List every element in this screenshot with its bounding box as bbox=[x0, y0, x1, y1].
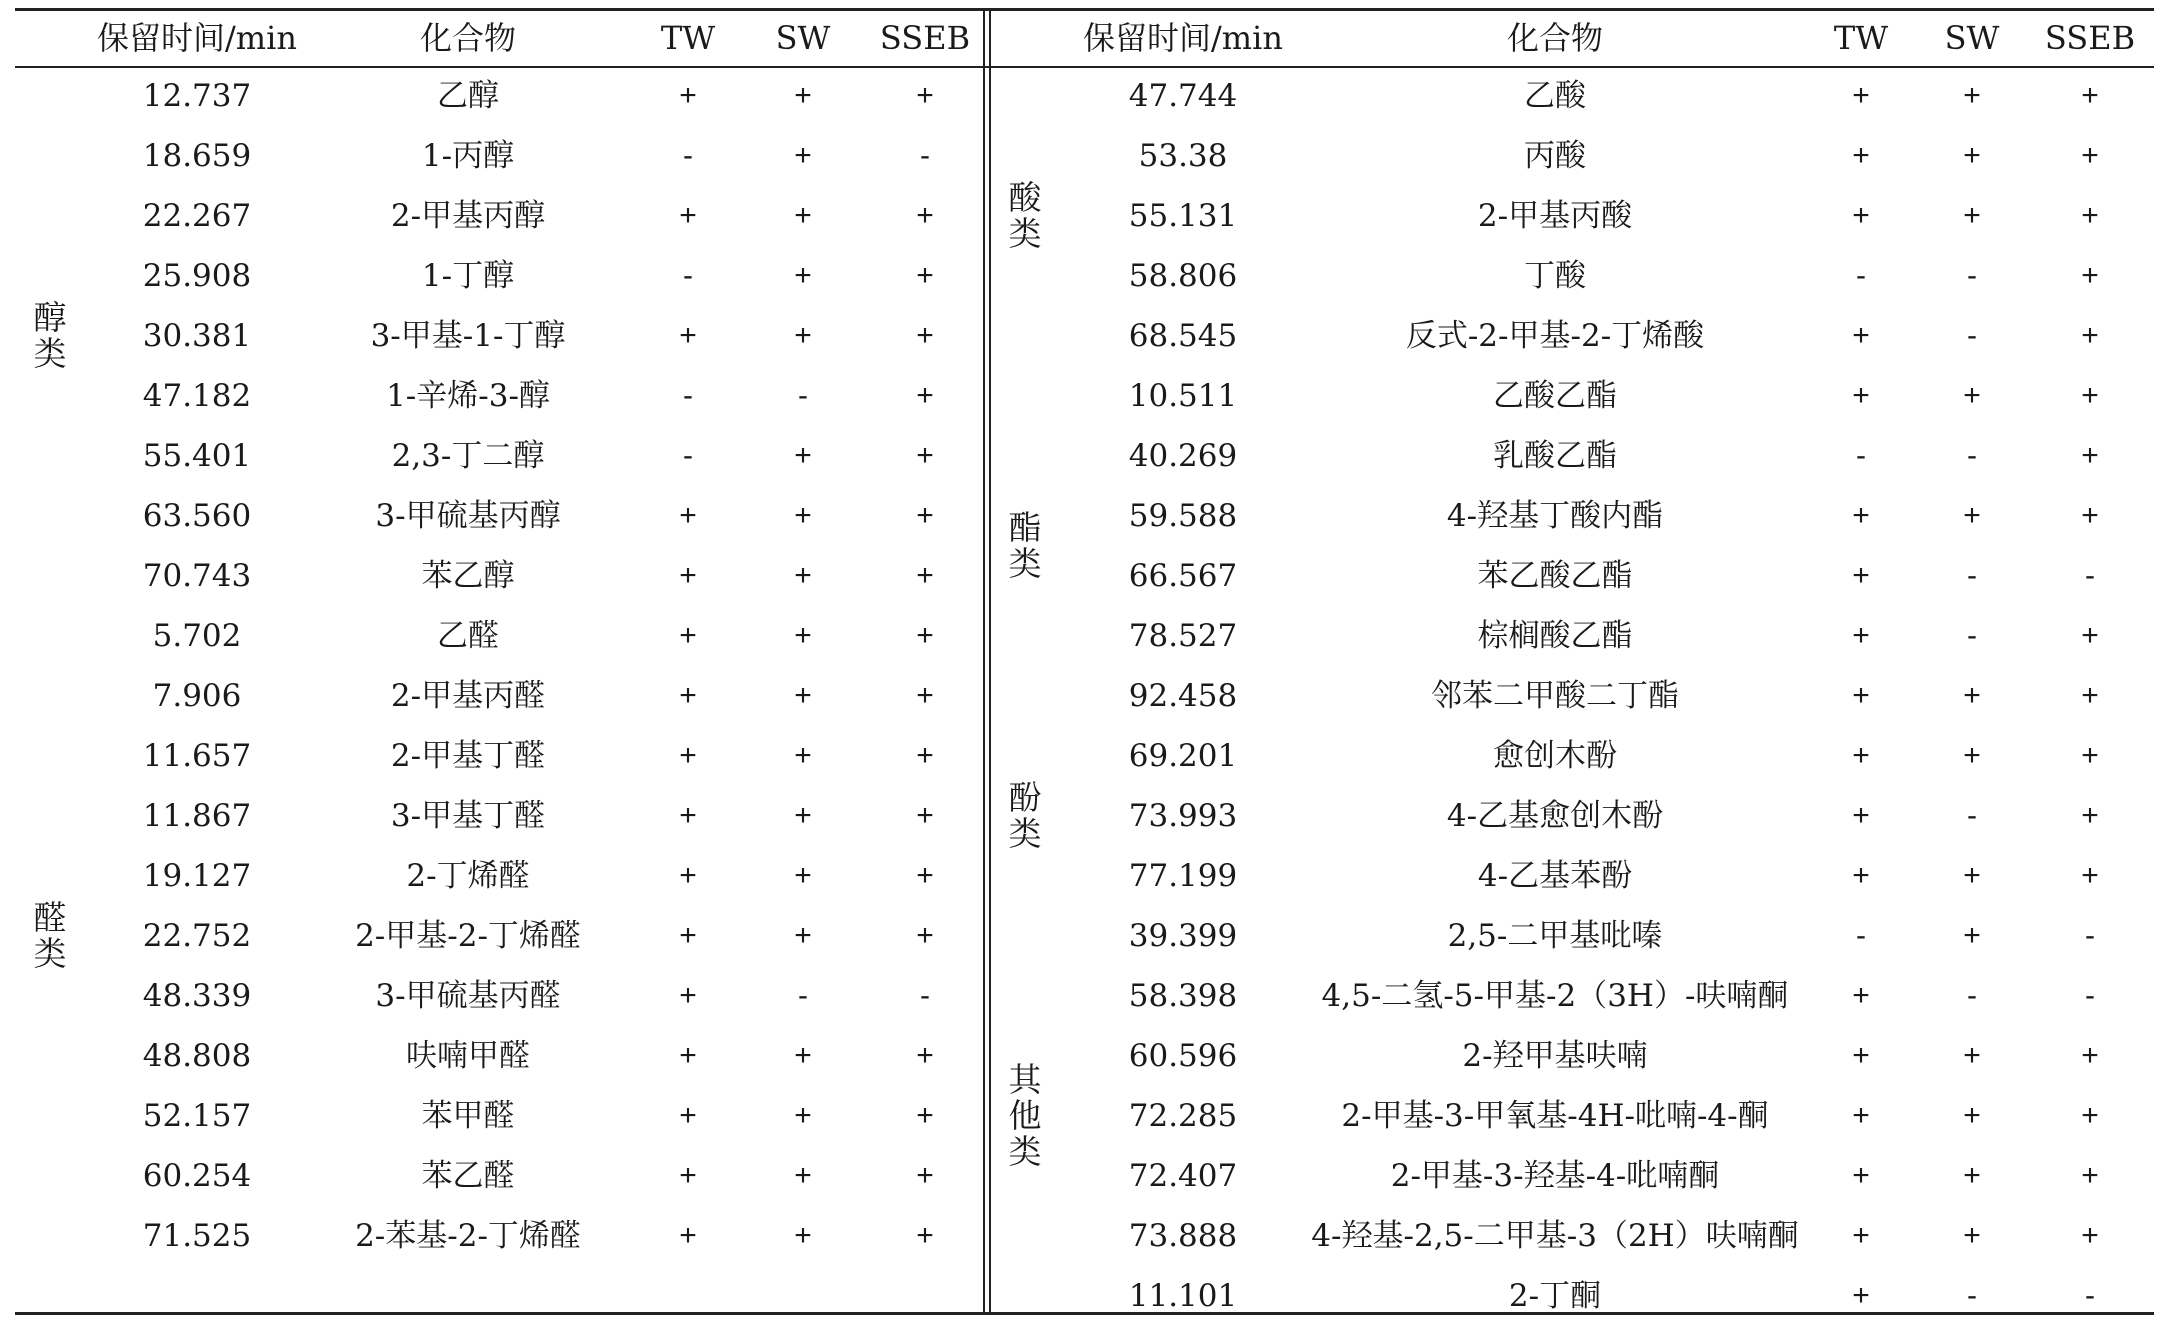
left-sseb-value: + bbox=[916, 1219, 934, 1252]
right-category-label: 酸 类 bbox=[1008, 178, 1042, 253]
left-tw-value: + bbox=[679, 199, 697, 232]
right-tw-value: + bbox=[1852, 679, 1870, 712]
right-retention-time: 59.588 bbox=[1128, 498, 1238, 534]
left-tw-value: + bbox=[679, 859, 697, 892]
right-sseb-value: + bbox=[2081, 1159, 2099, 1192]
left-compound-name: 3-甲硫基丙醛 bbox=[375, 978, 561, 1014]
right-compound-name: 4-乙基苯酚 bbox=[1477, 858, 1633, 894]
left-tw-value: + bbox=[679, 619, 697, 652]
left-sseb-value: + bbox=[916, 799, 934, 832]
left-retention-time: 63.560 bbox=[142, 498, 252, 534]
left-tw-value: + bbox=[679, 319, 697, 352]
left-retention-time: 19.127 bbox=[142, 858, 252, 894]
right-sw-value: + bbox=[1963, 199, 1981, 232]
left-sw-value: + bbox=[794, 319, 812, 352]
divider-line-a bbox=[983, 8, 985, 1315]
left-compound-name: 3-甲基丁醛 bbox=[390, 798, 546, 834]
right-tw-value: + bbox=[1852, 859, 1870, 892]
right-compound-name: 4,5-二氢-5-甲基-2（3H）-呋喃酮 bbox=[1321, 978, 1789, 1014]
left-retention-time: 11.867 bbox=[142, 798, 252, 834]
left-compound-name: 2,3-丁二醇 bbox=[391, 438, 545, 474]
left-sw-value: + bbox=[794, 1099, 812, 1132]
left-retention-time: 22.267 bbox=[142, 198, 252, 234]
left-sw-value: + bbox=[794, 499, 812, 532]
left-category-label: 醇 类 bbox=[33, 298, 67, 373]
left-sseb-value: + bbox=[916, 319, 934, 352]
right-sseb-value: + bbox=[2081, 319, 2099, 352]
left-sseb-value: + bbox=[916, 499, 934, 532]
right-retention-time: 73.993 bbox=[1128, 798, 1238, 834]
right-tw-value: + bbox=[1852, 1099, 1870, 1132]
left-compound-name: 1-丁醇 bbox=[421, 258, 515, 294]
right-tw-value: - bbox=[1856, 439, 1866, 472]
left-category-label: 醛 类 bbox=[33, 898, 67, 973]
right-tw-value: + bbox=[1852, 499, 1870, 532]
left-compound-name: 呋喃甲醛 bbox=[406, 1038, 530, 1074]
left-sseb-value: + bbox=[916, 1039, 934, 1072]
right-retention-time: 77.199 bbox=[1128, 858, 1238, 894]
right-sseb-value: - bbox=[2085, 1279, 2095, 1312]
divider-line-b bbox=[989, 8, 991, 1315]
right-tw-value: + bbox=[1852, 79, 1870, 112]
right-sw-value: - bbox=[1967, 559, 1977, 592]
right-sseb-value: + bbox=[2081, 439, 2099, 472]
right-sw-value: + bbox=[1963, 1099, 1981, 1132]
right-tw-value: + bbox=[1852, 799, 1870, 832]
left-sw-value: + bbox=[794, 859, 812, 892]
left-sw-value: + bbox=[794, 919, 812, 952]
left-compound-name: 乙醛 bbox=[437, 618, 499, 654]
left-compound-header: 化合物 bbox=[419, 19, 517, 57]
right-sw-value: + bbox=[1963, 739, 1981, 772]
right-tw-value: + bbox=[1852, 1039, 1870, 1072]
right-compound-name: 4-乙基愈创木酚 bbox=[1446, 798, 1664, 834]
right-sw-value: - bbox=[1967, 979, 1977, 1012]
left-tw-value: + bbox=[679, 1039, 697, 1072]
left-retention-time: 30.381 bbox=[142, 318, 252, 354]
left-sw-value: + bbox=[794, 679, 812, 712]
right-retention-time: 10.511 bbox=[1128, 378, 1238, 414]
right-sseb-value: + bbox=[2081, 499, 2099, 532]
right-retention-time: 58.806 bbox=[1128, 258, 1238, 294]
right-compound-name: 丙酸 bbox=[1524, 138, 1586, 174]
right-category-label: 酯 类 bbox=[1008, 508, 1042, 583]
right-compound-name: 4-羟基丁酸内酯 bbox=[1446, 498, 1664, 534]
right-tw-value: + bbox=[1852, 379, 1870, 412]
right-compound-name: 2-丁酮 bbox=[1508, 1278, 1602, 1314]
left-sseb-header: SSEB bbox=[879, 19, 971, 57]
left-retention-time: 70.743 bbox=[142, 558, 252, 594]
right-sw-value: - bbox=[1967, 799, 1977, 832]
right-sw-value: + bbox=[1963, 1219, 1981, 1252]
right-sseb-value: + bbox=[2081, 1219, 2099, 1252]
left-compound-name: 苯乙醇 bbox=[421, 558, 515, 594]
right-sw-value: - bbox=[1967, 619, 1977, 652]
left-tw-value: + bbox=[679, 979, 697, 1012]
left-sseb-value: + bbox=[916, 259, 934, 292]
right-retention-time: 55.131 bbox=[1128, 198, 1238, 234]
right-sseb-value: + bbox=[2081, 139, 2099, 172]
left-compound-name: 3-甲硫基丙醇 bbox=[375, 498, 561, 534]
right-retention-time: 72.407 bbox=[1128, 1158, 1238, 1194]
right-sseb-value: + bbox=[2081, 199, 2099, 232]
left-retention-time: 47.182 bbox=[142, 378, 252, 414]
left-tw-value: + bbox=[679, 919, 697, 952]
right-tw-value: - bbox=[1856, 259, 1866, 292]
right-sseb-value: - bbox=[2085, 559, 2095, 592]
left-retention-time: 12.737 bbox=[142, 78, 252, 114]
left-compound-name: 2-苯基-2-丁烯醛 bbox=[355, 1218, 581, 1254]
right-retention-time: 66.567 bbox=[1128, 558, 1238, 594]
left-tw-value: + bbox=[679, 559, 697, 592]
right-retention-time-header: 保留时间/min bbox=[1083, 19, 1283, 57]
right-compound-name: 2,5-二甲基吡嗪 bbox=[1447, 918, 1663, 954]
left-retention-time: 11.657 bbox=[142, 738, 252, 774]
right-retention-time: 60.596 bbox=[1128, 1038, 1238, 1074]
right-tw-value: + bbox=[1852, 559, 1870, 592]
left-sseb-value: + bbox=[916, 439, 934, 472]
right-tw-value: + bbox=[1852, 199, 1870, 232]
left-sw-header: SW bbox=[775, 19, 831, 57]
right-tw-value: + bbox=[1852, 319, 1870, 352]
right-sseb-value: + bbox=[2081, 619, 2099, 652]
left-tw-value: + bbox=[679, 79, 697, 112]
right-compound-name: 苯乙酸乙酯 bbox=[1477, 558, 1633, 594]
left-sw-value: + bbox=[794, 259, 812, 292]
right-sseb-value: + bbox=[2081, 859, 2099, 892]
left-sw-value: + bbox=[794, 739, 812, 772]
right-compound-name: 棕榈酸乙酯 bbox=[1477, 618, 1633, 654]
left-tw-value: + bbox=[679, 1099, 697, 1132]
right-sw-value: + bbox=[1963, 919, 1981, 952]
right-sseb-value: - bbox=[2085, 919, 2095, 952]
left-sw-value: + bbox=[794, 79, 812, 112]
right-retention-time: 40.269 bbox=[1128, 438, 1238, 474]
right-compound-name: 乳酸乙酯 bbox=[1493, 438, 1617, 474]
right-sseb-value: + bbox=[2081, 1099, 2099, 1132]
right-sseb-value: + bbox=[2081, 679, 2099, 712]
left-tw-value: - bbox=[683, 259, 693, 292]
left-retention-time-header: 保留时间/min bbox=[97, 19, 297, 57]
left-sw-value: - bbox=[798, 979, 808, 1012]
left-tw-value: + bbox=[679, 1219, 697, 1252]
left-sseb-value: - bbox=[920, 979, 930, 1012]
left-compound-name: 2-甲基-2-丁烯醛 bbox=[355, 918, 581, 954]
left-sseb-value: + bbox=[916, 919, 934, 952]
right-retention-time: 73.888 bbox=[1128, 1218, 1238, 1254]
left-retention-time: 55.401 bbox=[142, 438, 252, 474]
right-retention-time: 39.399 bbox=[1128, 918, 1238, 954]
left-sseb-value: - bbox=[920, 139, 930, 172]
left-sw-value: + bbox=[794, 1219, 812, 1252]
left-sseb-value: + bbox=[916, 679, 934, 712]
right-retention-time: 53.38 bbox=[1138, 138, 1228, 174]
right-compound-name: 乙酸 bbox=[1524, 78, 1586, 114]
right-sw-value: - bbox=[1967, 439, 1977, 472]
right-retention-time: 58.398 bbox=[1128, 978, 1238, 1014]
right-sseb-value: + bbox=[2081, 259, 2099, 292]
left-retention-time: 7.906 bbox=[152, 678, 242, 714]
left-sw-value: - bbox=[798, 379, 808, 412]
left-sseb-value: + bbox=[916, 199, 934, 232]
left-tw-value: + bbox=[679, 1159, 697, 1192]
right-sw-value: - bbox=[1967, 259, 1977, 292]
left-tw-header: TW bbox=[660, 19, 716, 57]
right-tw-value: + bbox=[1852, 739, 1870, 772]
left-retention-time: 18.659 bbox=[142, 138, 252, 174]
right-sw-value: + bbox=[1963, 1039, 1981, 1072]
right-sseb-value: - bbox=[2085, 979, 2095, 1012]
left-sseb-value: + bbox=[916, 1159, 934, 1192]
right-sw-value: + bbox=[1963, 139, 1981, 172]
left-compound-name: 苯甲醛 bbox=[421, 1098, 515, 1134]
left-sw-value: + bbox=[794, 439, 812, 472]
left-retention-time: 60.254 bbox=[142, 1158, 252, 1194]
left-sw-value: + bbox=[794, 799, 812, 832]
left-tw-value: + bbox=[679, 799, 697, 832]
left-compound-name: 2-甲基丙醛 bbox=[390, 678, 546, 714]
right-sseb-value: + bbox=[2081, 379, 2099, 412]
right-compound-name: 反式-2-甲基-2-丁烯酸 bbox=[1405, 318, 1705, 354]
left-compound-name: 1-丙醇 bbox=[421, 138, 515, 174]
left-sw-value: + bbox=[794, 139, 812, 172]
left-tw-value: - bbox=[683, 439, 693, 472]
left-compound-name: 2-甲基丁醛 bbox=[390, 738, 546, 774]
left-compound-name: 3-甲基-1-丁醇 bbox=[370, 318, 566, 354]
right-tw-value: + bbox=[1852, 1279, 1870, 1312]
left-compound-name: 1-辛烯-3-醇 bbox=[386, 378, 550, 414]
left-retention-time: 5.702 bbox=[152, 618, 242, 654]
left-sw-value: + bbox=[794, 1039, 812, 1072]
right-compound-name: 愈创木酚 bbox=[1493, 738, 1617, 774]
left-retention-time: 25.908 bbox=[142, 258, 252, 294]
left-compound-name: 2-甲基丙醇 bbox=[390, 198, 546, 234]
right-tw-value: + bbox=[1852, 1159, 1870, 1192]
right-tw-value: + bbox=[1852, 619, 1870, 652]
right-sw-value: + bbox=[1963, 679, 1981, 712]
left-sw-value: + bbox=[794, 199, 812, 232]
left-retention-time: 48.339 bbox=[142, 978, 252, 1014]
right-sw-value: + bbox=[1963, 1159, 1981, 1192]
right-sw-header: SW bbox=[1944, 19, 2000, 57]
right-tw-value: + bbox=[1852, 1219, 1870, 1252]
left-retention-time: 48.808 bbox=[142, 1038, 252, 1074]
left-tw-value: - bbox=[683, 139, 693, 172]
right-tw-value: + bbox=[1852, 139, 1870, 172]
right-compound-name: 2-甲基-3-羟基-4-吡喃酮 bbox=[1390, 1158, 1720, 1194]
right-retention-time: 72.285 bbox=[1128, 1098, 1238, 1134]
right-sw-value: - bbox=[1967, 1279, 1977, 1312]
left-tw-value: - bbox=[683, 379, 693, 412]
left-retention-time: 22.752 bbox=[142, 918, 252, 954]
right-compound-name: 4-羟基-2,5-二甲基-3（2H）呋喃酮 bbox=[1311, 1218, 1799, 1254]
left-retention-time: 52.157 bbox=[142, 1098, 252, 1134]
right-compound-name: 2-甲基-3-甲氧基-4H-吡喃-4-酮 bbox=[1341, 1098, 1769, 1134]
right-compound-name: 2-甲基丙酸 bbox=[1477, 198, 1633, 234]
right-sw-value: + bbox=[1963, 499, 1981, 532]
right-tw-header: TW bbox=[1833, 19, 1889, 57]
left-sseb-value: + bbox=[916, 559, 934, 592]
right-tw-value: + bbox=[1852, 979, 1870, 1012]
right-sw-value: + bbox=[1963, 79, 1981, 112]
right-sseb-value: + bbox=[2081, 79, 2099, 112]
right-compound-header: 化合物 bbox=[1506, 19, 1604, 57]
right-compound-name: 乙酸乙酯 bbox=[1493, 378, 1617, 414]
right-compound-name: 2-羟甲基呋喃 bbox=[1462, 1038, 1648, 1074]
left-sseb-value: + bbox=[916, 1099, 934, 1132]
left-sseb-value: + bbox=[916, 79, 934, 112]
right-category-label: 其 他 类 bbox=[1008, 1060, 1042, 1171]
right-sseb-value: + bbox=[2081, 739, 2099, 772]
left-sseb-value: + bbox=[916, 739, 934, 772]
left-compound-name: 乙醇 bbox=[437, 78, 499, 114]
left-compound-name: 苯乙醛 bbox=[421, 1158, 515, 1194]
right-category-label: 酚 类 bbox=[1008, 778, 1042, 853]
left-tw-value: + bbox=[679, 679, 697, 712]
bottom-rule bbox=[15, 1312, 2154, 1315]
right-sw-value: + bbox=[1963, 859, 1981, 892]
right-sw-value: + bbox=[1963, 379, 1981, 412]
left-sseb-value: + bbox=[916, 619, 934, 652]
right-retention-time: 78.527 bbox=[1128, 618, 1238, 654]
left-retention-time: 71.525 bbox=[142, 1218, 252, 1254]
right-sw-value: - bbox=[1967, 319, 1977, 352]
right-sseb-value: + bbox=[2081, 799, 2099, 832]
left-compound-name: 2-丁烯醛 bbox=[406, 858, 530, 894]
left-sseb-value: + bbox=[916, 859, 934, 892]
right-retention-time: 47.744 bbox=[1128, 78, 1238, 114]
right-retention-time: 92.458 bbox=[1128, 678, 1238, 714]
right-tw-value: - bbox=[1856, 919, 1866, 952]
right-retention-time: 11.101 bbox=[1128, 1278, 1238, 1314]
left-sw-value: + bbox=[794, 1159, 812, 1192]
right-sseb-header: SSEB bbox=[2044, 19, 2136, 57]
right-retention-time: 69.201 bbox=[1128, 738, 1238, 774]
right-retention-time: 68.545 bbox=[1128, 318, 1238, 354]
left-tw-value: + bbox=[679, 499, 697, 532]
left-sw-value: + bbox=[794, 619, 812, 652]
right-sseb-value: + bbox=[2081, 1039, 2099, 1072]
left-tw-value: + bbox=[679, 739, 697, 772]
left-sseb-value: + bbox=[916, 379, 934, 412]
left-sw-value: + bbox=[794, 559, 812, 592]
right-compound-name: 丁酸 bbox=[1524, 258, 1586, 294]
right-compound-name: 邻苯二甲酸二丁酯 bbox=[1431, 678, 1679, 714]
